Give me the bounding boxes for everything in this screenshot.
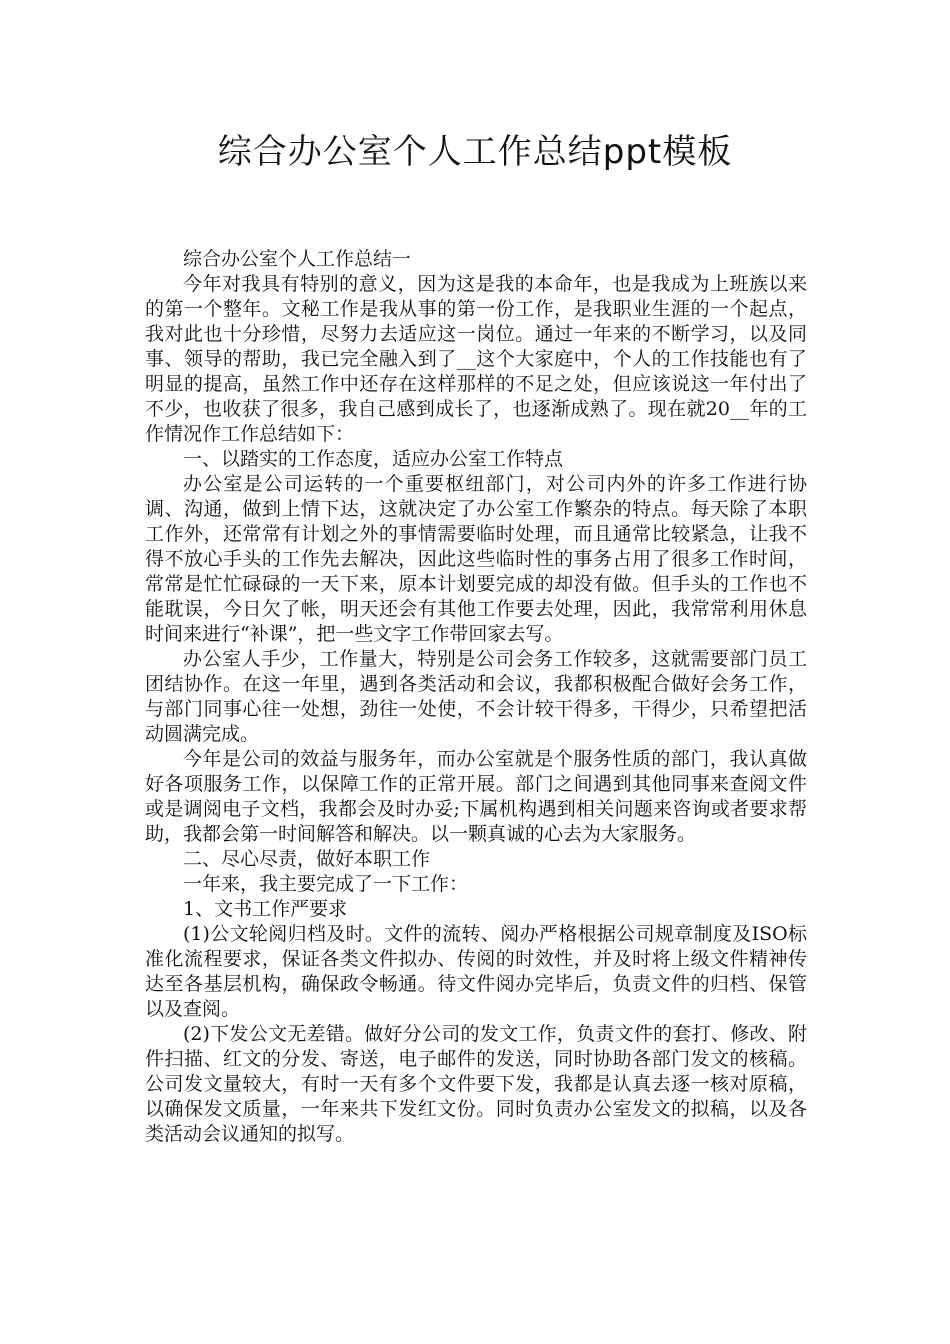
body-paragraph: 一年来，我主要完成了一下工作： [183, 873, 469, 895]
body-paragraph: 今年是公司的效益与服务年，而办公室就是个服务性质的部门，我认真做好各项服务工作，以保障工作的正常开展。部门之间遇到其他同事来查阅文件或是调阅电子文档，我都会及时办妥;下属机构遇到相关问题来咨询或者要求帮助，我都会第一时间解答和解决。以一颗真诚的心去为大家服务。 [145, 748, 807, 845]
document-body [145, 247, 807, 1147]
section-heading: 二、尽心尽责，做好本职工作 [183, 848, 431, 870]
section-heading: 综合办公室个人工作总结一 [183, 248, 412, 270]
subsection-heading: 1、文书工作严要求 [183, 898, 348, 920]
body-paragraph: 办公室人手少，工作量大，特别是公司会务工作较多，这就需要部门员工团结协作。在这一年里，遇到各类活动和会议，我都积极配合做好会务工作，与部门同事心往一处想，劲往一处使，不会计较干得多，干得少，只希望把活动圆满完成。 [145, 648, 807, 745]
body-paragraph: 今年对我具有特别的意义，因为这是我的本命年，也是我成为上班族以来的第一个整年。文秘工作是我从事的第一份工作，是我职业生涯的一个起点，我对此也十分珍惜，尽努力去适应这一岗位。通过一年来的不断学习，以及同事、领导的帮助，我已完全融入到了__这个大家庭中，个人的工作技能也有了明显的提高，虽然工作中还存在这样那样的不足之处，但应该说这一年付出了不少，也收获了很多，我自己感到成长了，也逐渐成熟了。现在就20__年的工作情况作工作总结如下： [145, 273, 807, 445]
body-paragraph: (1)公文轮阅归档及时。文件的流转、阅办严格根据公司规章制度及ISO标准化流程要求，保证各类文件拟办、传阅的时效性，并及时将上级文件精神传达至各基层机构，确保政令畅通。待文件阅办完毕后，负责文件的归档、保管以及查阅。 [145, 923, 807, 1020]
body-paragraph: (2)下发公文无差错。做好分公司的发文工作，负责文件的套打、修改、附件扫描、红文的分发、寄送，电子邮件的发送，同时协助各部门发文的核稿。公司发文量较大，有时一天有多个文件要下发，我都是认真去逐一核对原稿，以确保发文质量，一年来共下发红文份。同时负责办公室发文的拟稿，以及各类活动会议通知的拟写。 [145, 1023, 807, 1145]
document-title: 综合办公室个人工作总结ppt模板 [217, 132, 733, 172]
body-paragraph: 办公室是公司运转的一个重要枢纽部门，对公司内外的许多工作进行协调、沟通，做到上情下达，这就决定了办公室工作繁杂的特点。每天除了本职工作外，还常常有计划之外的事情需要临时处理，而且通常比较紧急，让我不得不放心手头的工作先去解决，因此这些临时性的事务占用了很多工作时间，常常是忙忙碌碌的一天下来，原本计划要完成的却没有做。但手头的工作也不能耽误，今日欠了帐，明天还会有其他工作要去处理，因此，我常常利用休息时间来进行“补课”，把一些文字工作带回家去写。 [145, 473, 807, 645]
section-heading: 一、以踏实的工作态度，适应办公室工作特点 [183, 448, 564, 470]
